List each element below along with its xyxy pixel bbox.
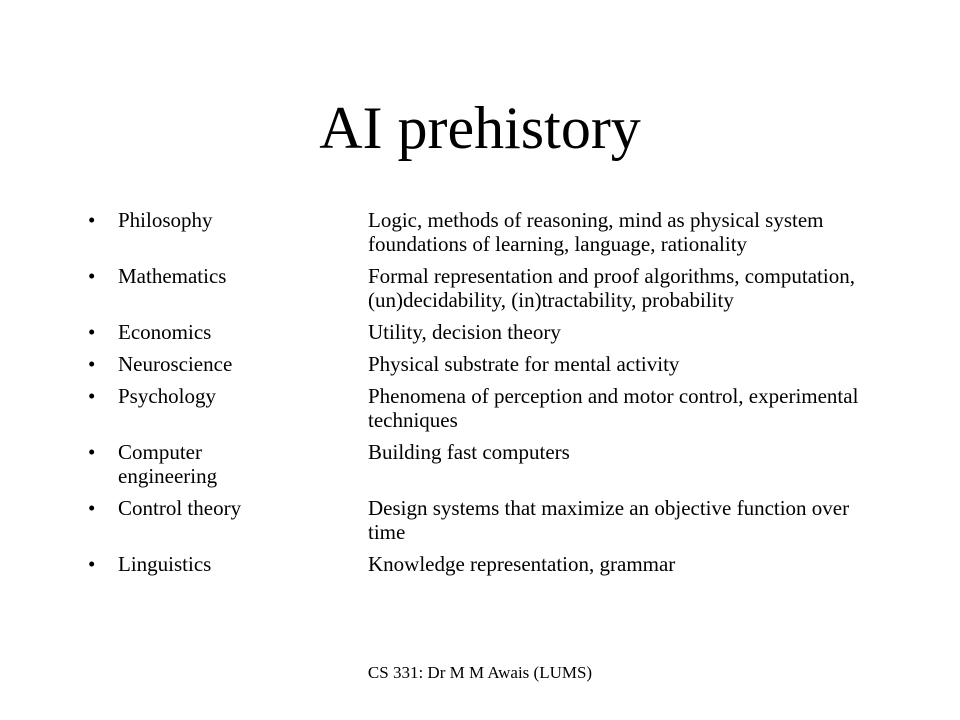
field-name: Economics bbox=[118, 320, 212, 344]
list-item bbox=[88, 384, 888, 432]
list-item bbox=[88, 496, 888, 544]
list-item bbox=[88, 352, 888, 376]
field-name: Linguistics bbox=[118, 552, 212, 576]
field-name: Psychology bbox=[118, 384, 217, 408]
list-item bbox=[88, 320, 888, 344]
bullet-icon: • bbox=[88, 440, 96, 464]
field-name: Control theory bbox=[118, 496, 242, 520]
slide-footer: CS 331: Dr M M Awais (LUMS) bbox=[367, 663, 593, 682]
field-description: Building fast computers bbox=[368, 440, 570, 464]
field-description: Formal representation and proof algorithms, computation, (un)decidability, (in)tractability, probability bbox=[368, 264, 855, 312]
field-description: Knowledge representation, grammar bbox=[368, 552, 676, 576]
bullet-icon: • bbox=[88, 496, 96, 520]
bullet-icon: • bbox=[88, 208, 96, 232]
field-description: Utility, decision theory bbox=[368, 320, 561, 344]
field-name: Computer engineering bbox=[118, 440, 218, 488]
bullet-icon: • bbox=[88, 352, 96, 376]
bullet-icon: • bbox=[88, 384, 96, 408]
list-item bbox=[88, 208, 888, 256]
bullet-icon: • bbox=[88, 320, 96, 344]
field-description: Design systems that maximize an objective function over time bbox=[368, 496, 850, 544]
slide-title: AI prehistory bbox=[319, 95, 641, 161]
list-item bbox=[88, 552, 888, 576]
field-name: Philosophy bbox=[118, 208, 213, 232]
bullet-icon: • bbox=[88, 552, 96, 576]
field-description: Logic, methods of reasoning, mind as physical system foundations of learning, language, rationality bbox=[368, 208, 824, 256]
field-description: Physical substrate for mental activity bbox=[368, 352, 680, 376]
bullet-icon: • bbox=[88, 264, 96, 288]
list-item bbox=[88, 264, 888, 312]
field-name: Mathematics bbox=[118, 264, 227, 288]
list-item bbox=[88, 440, 888, 488]
topic-list bbox=[88, 208, 888, 584]
field-name: Neuroscience bbox=[118, 352, 233, 376]
field-description: Phenomena of perception and motor control, experimental techniques bbox=[368, 384, 859, 432]
